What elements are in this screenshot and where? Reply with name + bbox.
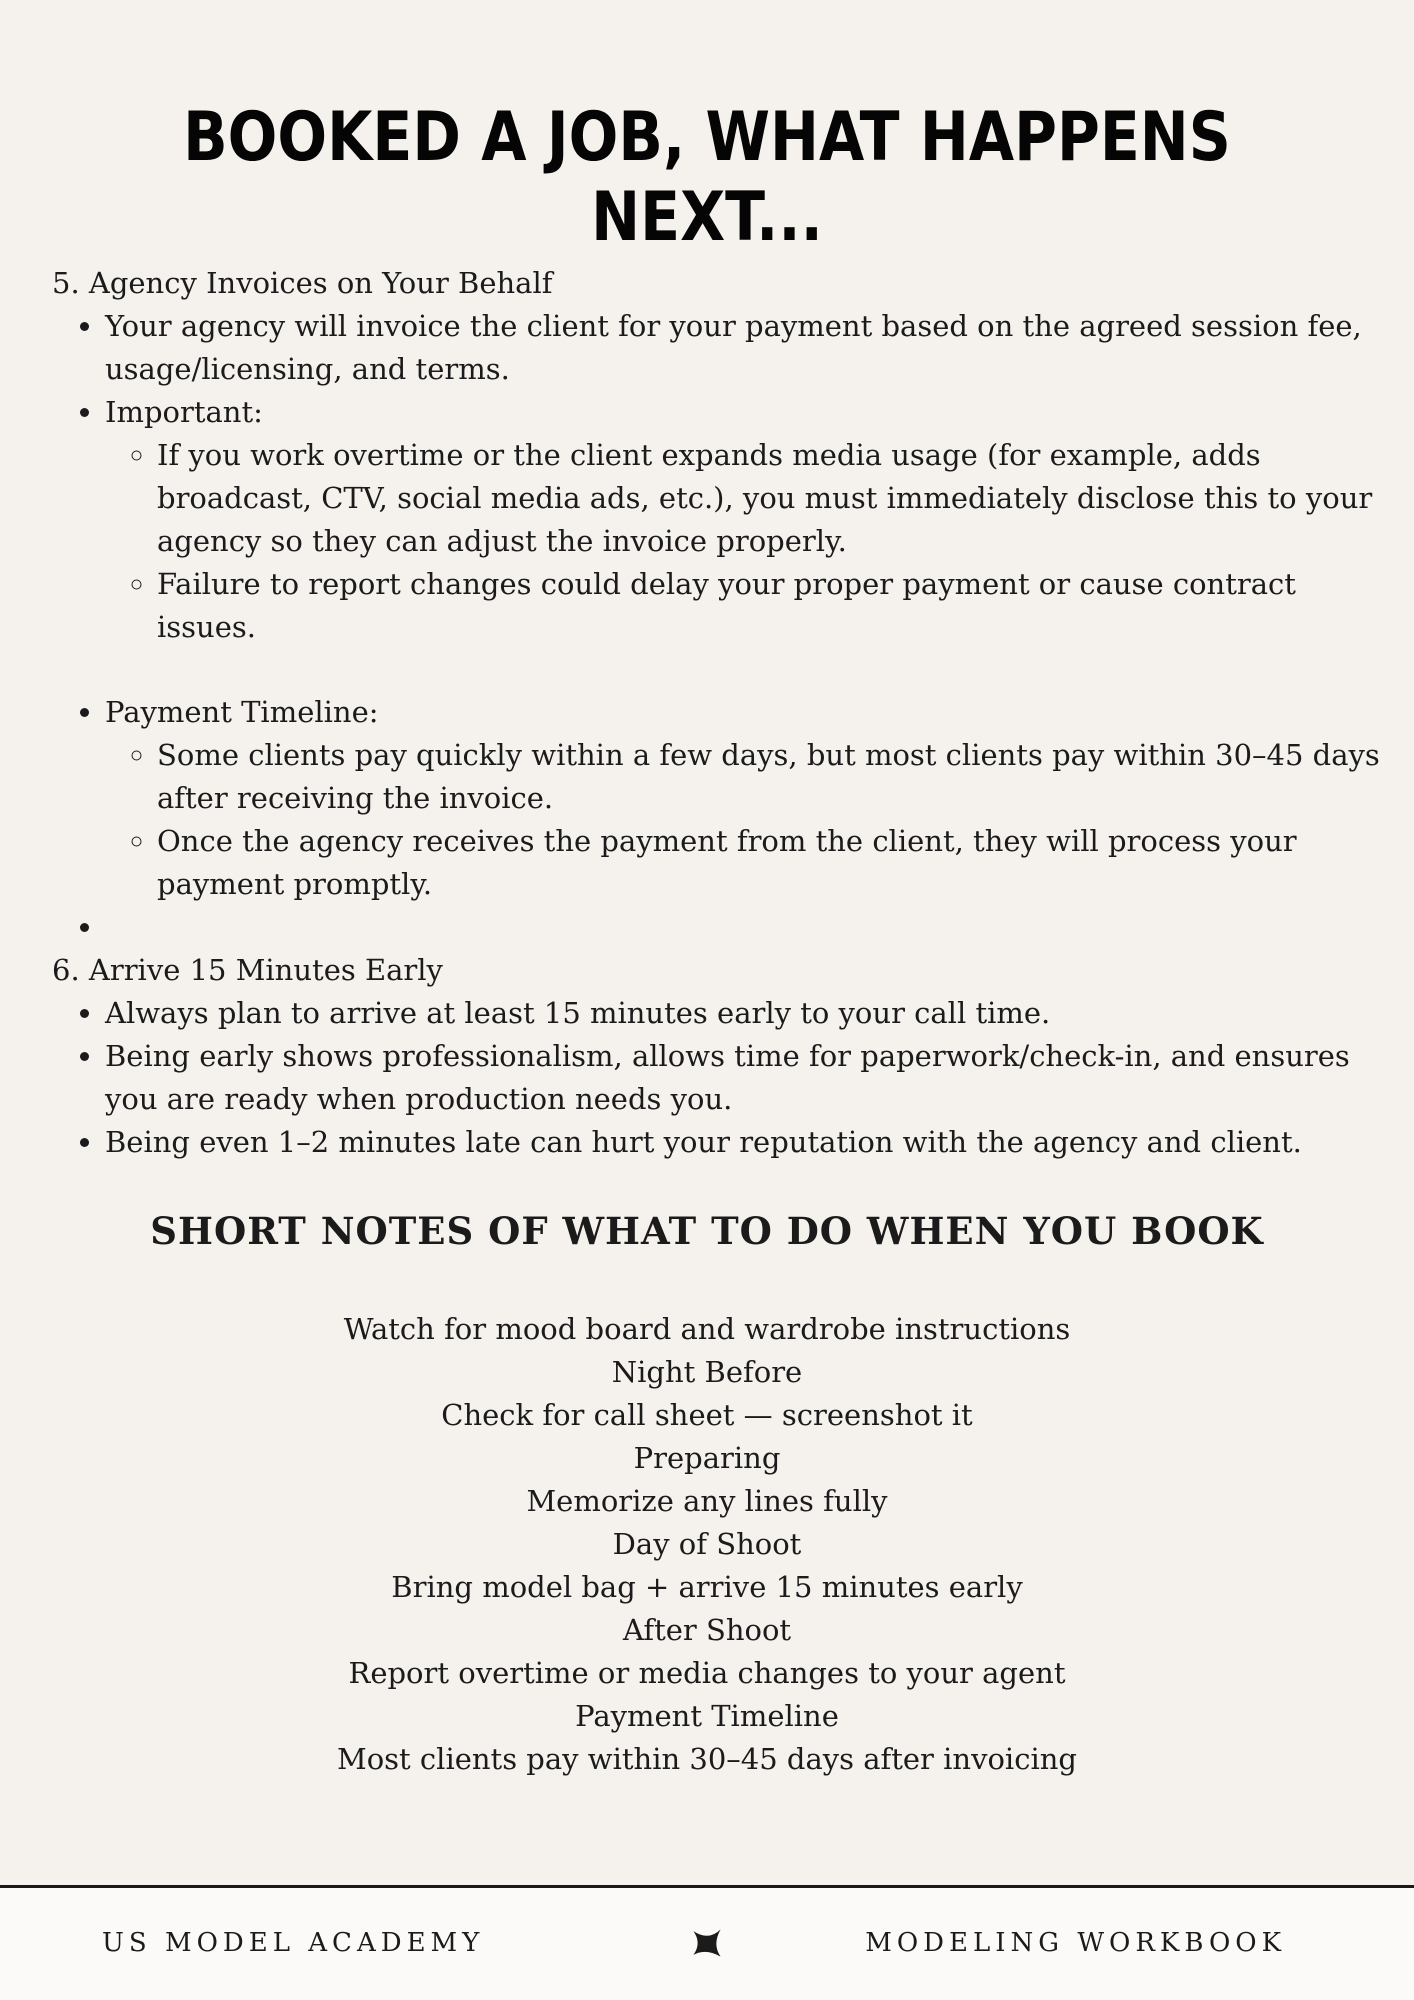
section-heading-arrive-early: 6. Arrive 15 Minutes Early (52, 953, 443, 987)
payment-timeline-sublist (105, 734, 1382, 906)
notes-line: Bring model bag + arrive 15 minutes early (391, 1570, 1023, 1604)
notes-line: After Shoot (622, 1613, 792, 1647)
list-item: ◦ Some clients pay quickly within a few days, but most clients pay within 30–45 days after receiving the invoice. (157, 734, 1382, 820)
short-notes-list (0, 1308, 1414, 1781)
empty-list-item (105, 906, 1382, 949)
list-item: ◦ Once the agency receives the payment from the client, they will process your payment promptly. (157, 820, 1382, 906)
spacer (105, 649, 1382, 691)
arrive-early-list (52, 992, 1382, 1164)
important-sublist (105, 434, 1382, 649)
notes-line: Report overtime or media changes to your agent (348, 1656, 1066, 1690)
important-label: Important: (105, 395, 263, 429)
list-item: • Being early shows professionalism, allows time for paperwork/check-in, and ensures you are ready when production needs you. (105, 1035, 1382, 1121)
list-item: ◦ If you work overtime or the client expands media usage (for example, adds broadcast, CTV, social media ads, etc.), you must immediately disclose this to your agency so they can adjust the invoice properly. (157, 434, 1382, 563)
short-notes-heading: SHORT NOTES OF WHAT TO DO WHEN YOU BOOK (150, 1209, 1264, 1253)
four-point-star-icon (690, 1926, 724, 1960)
list-item-important (105, 391, 1382, 691)
list-item-payment-timeline (105, 691, 1382, 906)
footer-brand: US MODEL ACADEMY (102, 1928, 485, 1958)
notes-line: Most clients pay within 30–45 days after invoicing (337, 1742, 1077, 1776)
notes-line: Preparing (633, 1441, 781, 1475)
list-item: ◦ Failure to report changes could delay your proper payment or cause contract issues. (157, 563, 1382, 649)
notes-line: Memorize any lines fully (526, 1484, 888, 1518)
notes-line: Check for call sheet — screenshot it (441, 1398, 973, 1432)
notes-line: Day of Shoot (612, 1527, 802, 1561)
list-item: • Your agency will invoice the client for your payment based on the agreed session fee, usage/licensing, and terms. (105, 305, 1382, 391)
footer-workbook-label: MODELING WORKBOOK (865, 1928, 1286, 1958)
footer (0, 1888, 1414, 2000)
main-content (52, 262, 1382, 1164)
payment-timeline-label: Payment Timeline: (105, 695, 379, 729)
page-title: BOOKED A JOB, WHAT HAPPENS NEXT... (183, 98, 1231, 257)
agency-invoices-list (52, 305, 1382, 949)
notes-line: Night Before (611, 1355, 803, 1389)
notes-line: Watch for mood board and wardrobe instructions (343, 1312, 1071, 1346)
notes-line: Payment Timeline (575, 1699, 839, 1733)
list-item: • Always plan to arrive at least 15 minutes early to your call time. (105, 992, 1382, 1035)
section-heading-agency-invoices: 5. Agency Invoices on Your Behalf (52, 266, 553, 300)
list-item: • Being even 1–2 minutes late can hurt your reputation with the agency and client. (105, 1121, 1382, 1164)
